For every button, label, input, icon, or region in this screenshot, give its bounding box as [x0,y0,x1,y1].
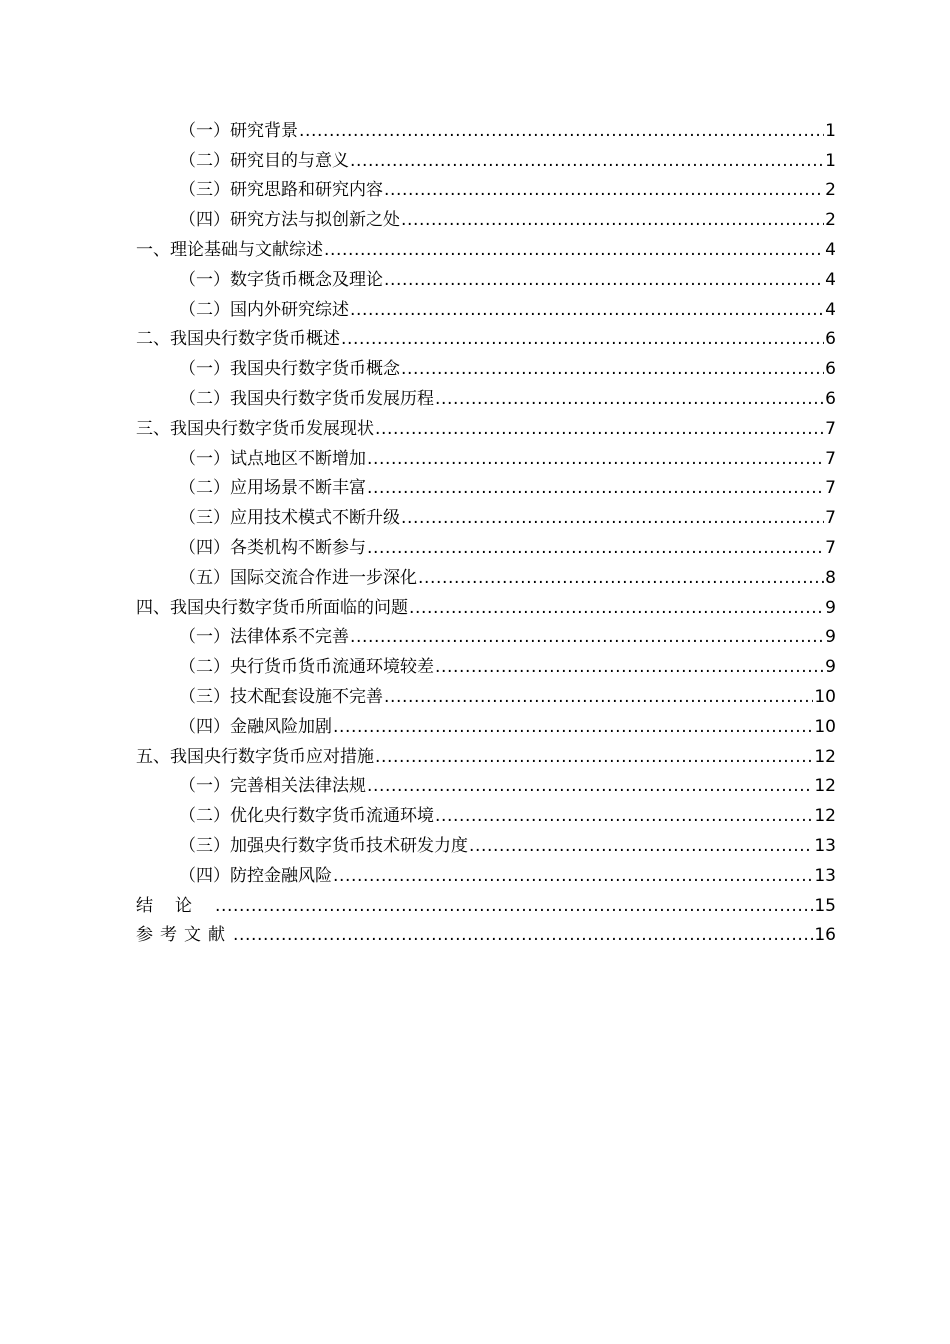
toc-entry-title: 结论 [136,895,214,916]
toc-dot-leader [435,805,813,827]
toc-entry[interactable] [136,172,836,202]
toc-entry[interactable] [136,499,836,529]
toc-entry-page: 7 [825,537,836,558]
toc-entry-title: 一、理论基础与文献综述 [136,239,323,260]
toc-entry[interactable] [136,619,836,649]
toc-entry-page: 1 [825,150,836,171]
toc-entry-page: 10 [814,686,836,707]
toc-entry[interactable] [136,350,836,380]
toc-entry-page: 6 [825,359,836,380]
toc-entry-page: 4 [825,269,836,290]
toc-dot-leader [375,418,824,440]
toc-entry-title: （二）央行货币货币流通环境较差 [179,657,434,678]
toc-dot-leader [435,388,824,410]
toc-entry-title: （三）研究思路和研究内容 [179,180,383,201]
toc-dot-leader [384,686,813,708]
toc-entry-title: （一）法律体系不完善 [179,627,349,648]
toc-entry-page: 15 [814,895,836,916]
toc-entry[interactable] [136,678,836,708]
toc-entry-title: 三、我国央行数字货币发展现状 [136,418,374,439]
toc-entry[interactable] [136,857,836,887]
toc-entry[interactable] [136,827,836,857]
toc-entry-page: 6 [825,329,836,350]
toc-entry-title: （四）金融风险加剧 [179,716,332,737]
toc-entry-title: （一）研究背景 [179,120,298,141]
toc-entry-title: （三）加强央行数字货币技术研发力度 [179,835,468,856]
toc-entry-title: （二）优化央行数字货币流通环境 [179,806,434,827]
toc-entry[interactable] [136,529,836,559]
toc-entry-page: 7 [825,448,836,469]
toc-entry-page: 13 [814,835,836,856]
toc-entry[interactable] [136,261,836,291]
toc-dot-leader [215,895,813,917]
toc-dot-leader [367,775,813,797]
toc-entry-page: 6 [825,388,836,409]
table-of-contents [136,112,836,946]
toc-entry[interactable] [136,559,836,589]
toc-dot-leader [350,299,824,321]
toc-entry[interactable] [136,440,836,470]
toc-entry-title: 参考文献 [136,925,232,946]
toc-entry-page: 12 [814,806,836,827]
toc-entry-title: （一）我国央行数字货币概念 [179,359,400,380]
toc-chapter-entry[interactable] [136,321,836,351]
toc-dot-leader [341,328,824,350]
toc-entry[interactable] [136,470,836,500]
toc-entry-title: （四）研究方法与拟创新之处 [179,210,400,231]
toc-entry-page: 1 [825,120,836,141]
toc-dot-leader [384,269,824,291]
toc-entry-page: 9 [825,657,836,678]
toc-entry-title: （一）数字货币概念及理论 [179,269,383,290]
toc-entry-title: （四）防控金融风险 [179,865,332,886]
toc-entry-title: 五、我国央行数字货币应对措施 [136,746,374,767]
toc-dot-leader [384,179,824,201]
toc-dot-leader [367,477,824,499]
toc-dot-leader [401,358,824,380]
toc-entry-title: （一）试点地区不断增加 [179,448,366,469]
toc-entry[interactable] [136,797,836,827]
toc-chapter-entry[interactable] [136,738,836,768]
toc-entry[interactable] [136,708,836,738]
toc-chapter-entry[interactable] [136,589,836,619]
toc-references-entry[interactable] [136,917,836,947]
toc-entry-title: （一）完善相关法律法规 [179,776,366,797]
toc-entry[interactable] [136,768,836,798]
toc-dot-leader [409,597,824,619]
toc-entry-page: 9 [825,627,836,648]
toc-entry-page: 4 [825,299,836,320]
toc-entry[interactable] [136,142,836,172]
toc-conclusion-entry[interactable] [136,887,836,917]
toc-entry-page: 16 [814,925,836,946]
toc-dot-leader [367,448,824,470]
toc-chapter-entry[interactable] [136,231,836,261]
toc-entry[interactable] [136,380,836,410]
toc-entry-title: （二）应用场景不断丰富 [179,478,366,499]
toc-dot-leader [333,716,813,738]
toc-entry-page: 2 [825,210,836,231]
toc-dot-leader [375,746,813,768]
toc-entry-title: （三）应用技术模式不断升级 [179,508,400,529]
toc-entry-page: 2 [825,180,836,201]
toc-entry-page: 7 [825,418,836,439]
toc-entry-page: 7 [825,508,836,529]
toc-dot-leader [333,865,813,887]
toc-entry-title: （二）国内外研究综述 [179,299,349,320]
toc-entry[interactable] [136,291,836,321]
toc-entry[interactable] [136,201,836,231]
toc-dot-leader [367,537,824,559]
toc-entry-page: 13 [814,865,836,886]
toc-entry-page: 8 [825,567,836,588]
toc-dot-leader [435,656,824,678]
toc-entry-title: （五）国际交流合作进一步深化 [179,567,417,588]
toc-entry-page: 12 [814,776,836,797]
toc-dot-leader [324,239,824,261]
toc-entry-title: （三）技术配套设施不完善 [179,686,383,707]
toc-dot-leader [350,626,824,648]
toc-dot-leader [299,120,824,142]
toc-entry-page: 4 [825,239,836,260]
toc-entry-title: 二、我国央行数字货币概述 [136,329,340,350]
toc-entry[interactable] [136,112,836,142]
toc-dot-leader [469,835,813,857]
toc-entry-title: （二）我国央行数字货币发展历程 [179,388,434,409]
toc-dot-leader [418,567,824,589]
toc-chapter-entry[interactable] [136,410,836,440]
toc-dot-leader [401,507,824,529]
toc-entry-title: （二）研究目的与意义 [179,150,349,171]
toc-dot-leader [233,924,813,946]
toc-entry[interactable] [136,648,836,678]
toc-dot-leader [350,150,824,172]
toc-entry-page: 10 [814,716,836,737]
toc-entry-page: 9 [825,597,836,618]
toc-entry-page: 12 [814,746,836,767]
toc-entry-title: 四、我国央行数字货币所面临的问题 [136,597,408,618]
toc-entry-page: 7 [825,478,836,499]
toc-dot-leader [401,209,824,231]
toc-entry-title: （四）各类机构不断参与 [179,537,366,558]
